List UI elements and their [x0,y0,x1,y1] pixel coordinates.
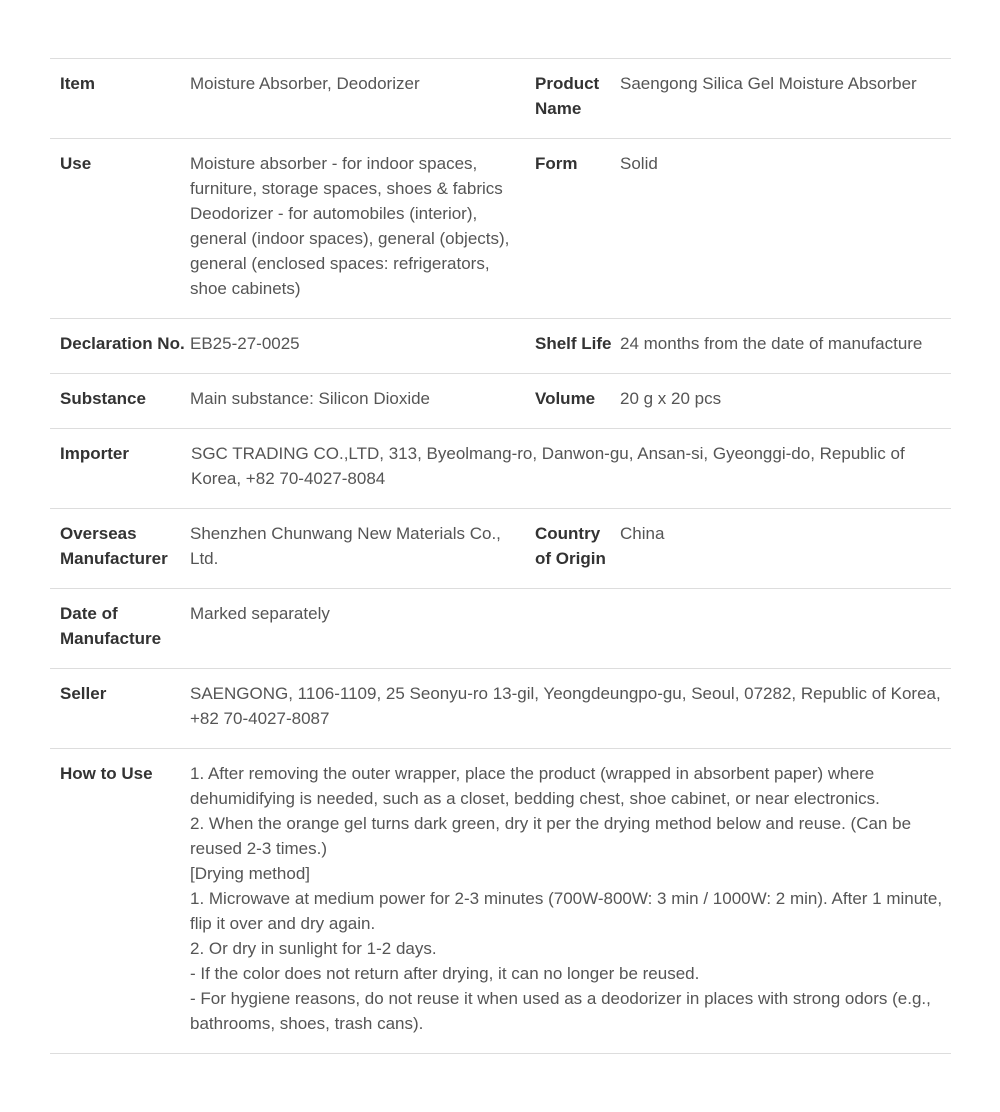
overseas-manufacturer-value: Shenzhen Chunwang New Materials Co., Ltd. [190,524,501,568]
shelf-life-label: Shelf Life [535,334,612,353]
country-of-origin-label: Country of Origin [535,524,606,568]
table-row-how-to-use [50,749,951,1054]
seller-label: Seller [60,684,107,703]
country-of-origin-value: China [620,524,665,543]
use-value-line: Deodorizer - for automobiles (interior), general (indoor spaces), general (objects), general (enclosed spaces: refrigerators, shoe cabinets) [190,204,510,298]
how-to-use-line: 1. Microwave at medium power for 2-3 minutes (700W-800W: 3 min / 1000W: 2 min). After 1 minute, flip it over and dry again. [190,889,943,933]
importer-label: Importer [60,444,129,463]
table-row-manufacturer [50,509,951,589]
date-of-manufacture-value: Marked separately [190,604,330,623]
how-to-use-value [190,761,951,1036]
how-to-use-line: 2. When the orange gel turns dark green, dry it per the drying method below and reuse. (Can be reused 2-3 times.) [190,814,912,858]
use-value-line: Moisture absorber - for indoor spaces, furniture, storage spaces, shoes & fabrics [190,154,503,198]
volume-value: 20 g x 20 pcs [620,389,722,408]
seller-value: SAENGONG, 1106-1109, 25 Seonyu-ro 13-gil, Yeongdeungpo-gu, Seoul, 07282, Republic of Korea, +82 70-4027-8087 [190,684,941,728]
substance-value: Main substance: Silicon Dioxide [190,389,431,408]
how-to-use-line: [Drying method] [190,864,310,883]
item-value: Moisture Absorber, Deodorizer [190,74,420,93]
how-to-use-line: 2. Or dry in sunlight for 1-2 days. [190,939,437,958]
how-to-use-line: - For hygiene reasons, do not reuse it when used as a deodorizer in places with strong odors (e.g., bathrooms, shoes, trash cans). [190,989,931,1033]
product-name-label: Product Name [535,74,600,118]
table-row-substance [50,374,951,429]
form-value: Solid [620,154,658,173]
table-row-item [50,59,951,139]
item-label: Item [60,74,95,93]
table-row-seller [50,669,951,749]
product-name-value: Saengong Silica Gel Moisture Absorber [620,74,917,93]
importer-value: SGC TRADING CO.,LTD, 313, Byeolmang-ro, Danwon-gu, Ansan-si, Gyeonggi-do, Republic of Korea, +82 70-4027-8084 [191,444,905,488]
how-to-use-line: 1. After removing the outer wrapper, place the product (wrapped in absorbent paper) where dehumidifying is needed, such as a closet, bedding chest, shoe cabinet, or near electronics. [190,764,880,808]
shelf-life-value: 24 months from the date of manufacture [620,334,923,353]
form-label: Form [535,154,578,173]
table-row-use [50,139,951,319]
use-value [190,151,525,301]
declaration-no-label: Declaration No. [60,334,185,353]
volume-label: Volume [535,389,596,408]
how-to-use-line: - If the color does not return after drying, it can no longer be reused. [190,964,700,983]
how-to-use-label: How to Use [60,764,153,783]
declaration-no-value: EB25-27-0025 [190,334,300,353]
product-info-table [50,58,951,1054]
overseas-manufacturer-label: Overseas Manufacturer [60,524,168,568]
table-row-date-of-manufacture [50,589,951,669]
table-row-importer [50,429,951,509]
substance-label: Substance [60,389,146,408]
use-label: Use [60,154,92,173]
table-row-declaration [50,319,951,374]
date-of-manufacture-label: Date of Manufacture [60,604,162,648]
